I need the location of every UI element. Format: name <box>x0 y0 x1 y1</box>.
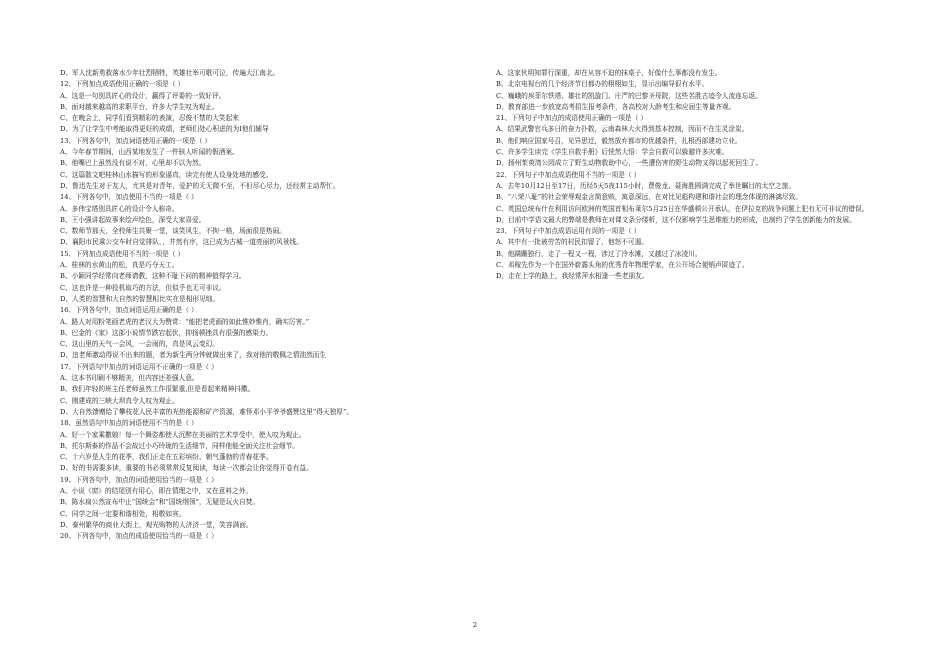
text-line: 14、下列各句中，加点使用不当的一项是（ ） <box>60 193 198 202</box>
text-line: B、北京电视台的几个经济节目都办的栩栩如生，显示出编导很有水平。 <box>496 80 709 89</box>
text-line: 21、下列句子中加点的成语使用正确的一项是（ ） <box>496 114 648 123</box>
text-line: 23、下列句子中加点成语运用有误的一项是（ ） <box>496 227 641 236</box>
page-number: 2 <box>472 621 478 629</box>
text-line: A、这是一句别具匠心的设计，赢得了评委的一致好评。 <box>60 91 226 100</box>
text-line: 19、下列各句中，加点的词语使用恰当的一项是（ ） <box>60 475 218 484</box>
text-line: B、面对越来越高的求职平台，许多大学生叹为观止。 <box>60 102 219 111</box>
text-line: 15、下列加点成语使用不当的一项是（ ） <box>60 249 185 258</box>
text-line: D、人类的智慧和大自然的智慧相比实在是相形见绌。 <box>60 294 220 303</box>
text-line: 20、下列各句中，加点的成语使用恰当的一项是（ ） <box>60 532 218 541</box>
text-line: B、“八荣八耻”的社会荣辱观金言简意赅，寓意深远，在对比见彪构建和谐社会的理念体现的淋漓尽致。 <box>496 193 802 202</box>
text-line: A、今年春节期间，山西某地发生了一件骇人听闻的假酒案。 <box>60 148 239 157</box>
text-line: B、陈水扁公然宣布中止“国统会”和“国统纲领”，无疑是玩火自焚。 <box>60 498 260 507</box>
text-line: C、这也许是一种投机取巧的方法，但似乎也无可非议。 <box>60 283 226 292</box>
text-line: A、多伟宝塔别具匠心的设计令人称奇。 <box>60 204 179 213</box>
text-line: A、去年10月12日至17日，历经5天5夜115小时，费俊龙、聂海胜圆满完成了举世瞩目的太空之旅。 <box>496 181 796 190</box>
text-line: B、小颖同学经常向老师请教，这种不耻下问的精神值得学习。 <box>60 272 246 281</box>
text-line: C、英国总统布什在利用访问欧洲的英国首相布莱尔5月25日在华盛顿公开承认，在伊拉克的战争问题上犯有无可非议的错误。 <box>496 204 869 213</box>
text-line: A、其中有一批被劳苦的村民扣留了，他怒不可遏。 <box>496 238 648 247</box>
text-line: 17、下列语句中加点的词语运用不正确的一项是（ ） <box>60 362 218 371</box>
text-line: 18、虽然语句中加点的词语使用不当的是（ ） <box>60 419 198 428</box>
text-line: A、路人对用粉笔画老虎的老汉大为赞赏：“能把老虎画的如此惟妙惟肖，确实厉害。” <box>60 317 310 326</box>
text-line: C、这篇散文吧桂林山水描写的形象逼真，读完有使人设身处地的感受。 <box>60 170 273 179</box>
text-line: C、十六岁是人生的花季，我们正走在五彩缤纷、朝气蓬勃的青春花季。 <box>60 453 273 462</box>
text-line: C、邓稼先作为一个在国外崭露头角的优秀青年物理学家，在公开场合便销声匿迹了。 <box>496 261 749 270</box>
text-line: D、目前中学语文最大的弊端是教师在对课文条分缕析，这不仅影响学生思维能力的形成，也制约了学生创新能力的发展。 <box>496 215 856 224</box>
text-line: C、在晚会上，同学们看到精彩的表演，忍俊不禁的大笑起来 <box>60 114 239 123</box>
right-column <box>496 68 896 283</box>
text-line: A、小说《窗》的结尾别有用心，即在情理之中，又在意料之外。 <box>60 486 253 495</box>
text-line: B、我们年轻的班主任老师虽然工作很繁重,但是看起来精神抖擞。 <box>60 385 255 394</box>
text-line: D、军人沈新勇救落水少年壮烈牺牲，英雄壮举可歌可泣，传遍大江南北。 <box>60 69 280 77</box>
text-line: B、托尔斯泰的作品不会故过小巧玲珑的生活细节，同样他能全面关注社会细节。 <box>60 441 299 450</box>
text-line: 12、下列加点成语使用正确的一项是（ ） <box>60 80 185 89</box>
text-line: D、泰州繁华的商业大街上，观光购物的人济济一堂，笑容满面。 <box>60 520 253 529</box>
text-line: D、大自然馈赠给了攀枝花人民丰富的光热能源和矿产资源，难怪邓小平爷爷盛赞这里“得天独厚”。 <box>60 407 354 416</box>
text-line: D、好的书需要多读，重要的书必须常常反复阅读，每读一次都会让你觉得开卷有益。 <box>60 464 313 473</box>
text-line: 22、下列句子中加点成语使用不当的一项是（ ） <box>496 170 641 179</box>
text-line: D、为了让学生中考能取得更好的成绩，老师们处心积虑的为I他们辅导 <box>60 125 269 134</box>
text-line: B、巴金的《家》这部小说情节跌宕起伏，抑扬顿挫具有很强的感染力。 <box>60 328 273 337</box>
left-column <box>60 68 452 542</box>
text-line: C、巍峨的埃菲尔铁塔、雄壮的凯旋门、庄严的巴黎圣母院，这些名胜古迹令人流连忘返。 <box>496 91 762 100</box>
text-line: C、这山里的天气一会风，一会雨的，真是风云变幻。 <box>60 340 219 349</box>
text-line: D、违老师激动得说不出来的题，者为新生两分钟就做出来了，我对他的敬佩之情油然而生 <box>60 351 327 360</box>
text-line: C、数师节那天，全校师生共聚一堂，谈笑风生，不拘一格，场面很是热闹。 <box>60 227 286 236</box>
text-line: 13、下列各句中，加点词语使用正确的一项是（ ） <box>60 136 212 145</box>
text-line: A、好一个家乘撒娘！每一个舞姿都使人沉醉在美丽的艺术享受中，使人叹为观止。 <box>60 430 306 439</box>
text-line: C、同学之间一定要和谐相处，相敬如宾。 <box>60 509 186 518</box>
text-line: 16、下列各句中，加点词语运用正确的是（ ） <box>60 306 198 315</box>
text-line: D、襄阳市民乘公交车时自觉排队，，井然有序，这已成为古城一道亮丽的风景线。 <box>60 238 303 247</box>
text-line: C、刚建成的三峡大坝真令人叹为观止。 <box>60 396 179 405</box>
text-line: D、鲁迅先生对于友人，尤其是对青年，爱护的无无微不至，不但尽心尽力，还经常主动帮忙。 <box>60 181 340 190</box>
text-line: A、桂林的水黄山的松，真是巧夺天工。 <box>60 261 179 270</box>
text-line: B、他们响应国家号召，见异思迁，毅然放弃都市的优越条件，扎根西部建功立业。 <box>496 136 742 145</box>
text-line: A、这本书印刷不够精美，但内容还差强人意。 <box>60 374 199 383</box>
text-line: D、扬州茱萸湾公园成立了野生动物救助中心，一些遭伤害的野生动物又得以起死回生了。 <box>496 159 763 168</box>
text-line: D、走在上学的路上，我经常萍水相逢一些老朋友。 <box>496 272 649 281</box>
text-line: B、王小强讲起故事来绘声绘色，深受大家喜爱。 <box>60 215 206 224</box>
text-line: D、教育部进一步放宽高考招生报考条件，各高校对大龄考生和应届生等量齐观。 <box>496 102 736 111</box>
text-line: C、许多学生读完《学生自救手册》后恍然大悟：学会自救可以躲避许多灾难。 <box>496 148 729 157</box>
text-line: A、结果武警官兵多日的奋力扑救，云南森林大火得到基本控制，因而不在生灵涂炭。 <box>496 125 749 134</box>
text-line: B、他嘴巴上虽然没有说不对，心里却不以为然。 <box>60 159 206 168</box>
text-line: A、这家伙明知罪行深重，却在从容不迫的抹桌子，好像什么事都没有发生。 <box>496 69 722 77</box>
text-line: B、他蹒跚独行，走了一程又一程，涉过了冷水滩，又越过了冰凌川。 <box>496 249 702 258</box>
